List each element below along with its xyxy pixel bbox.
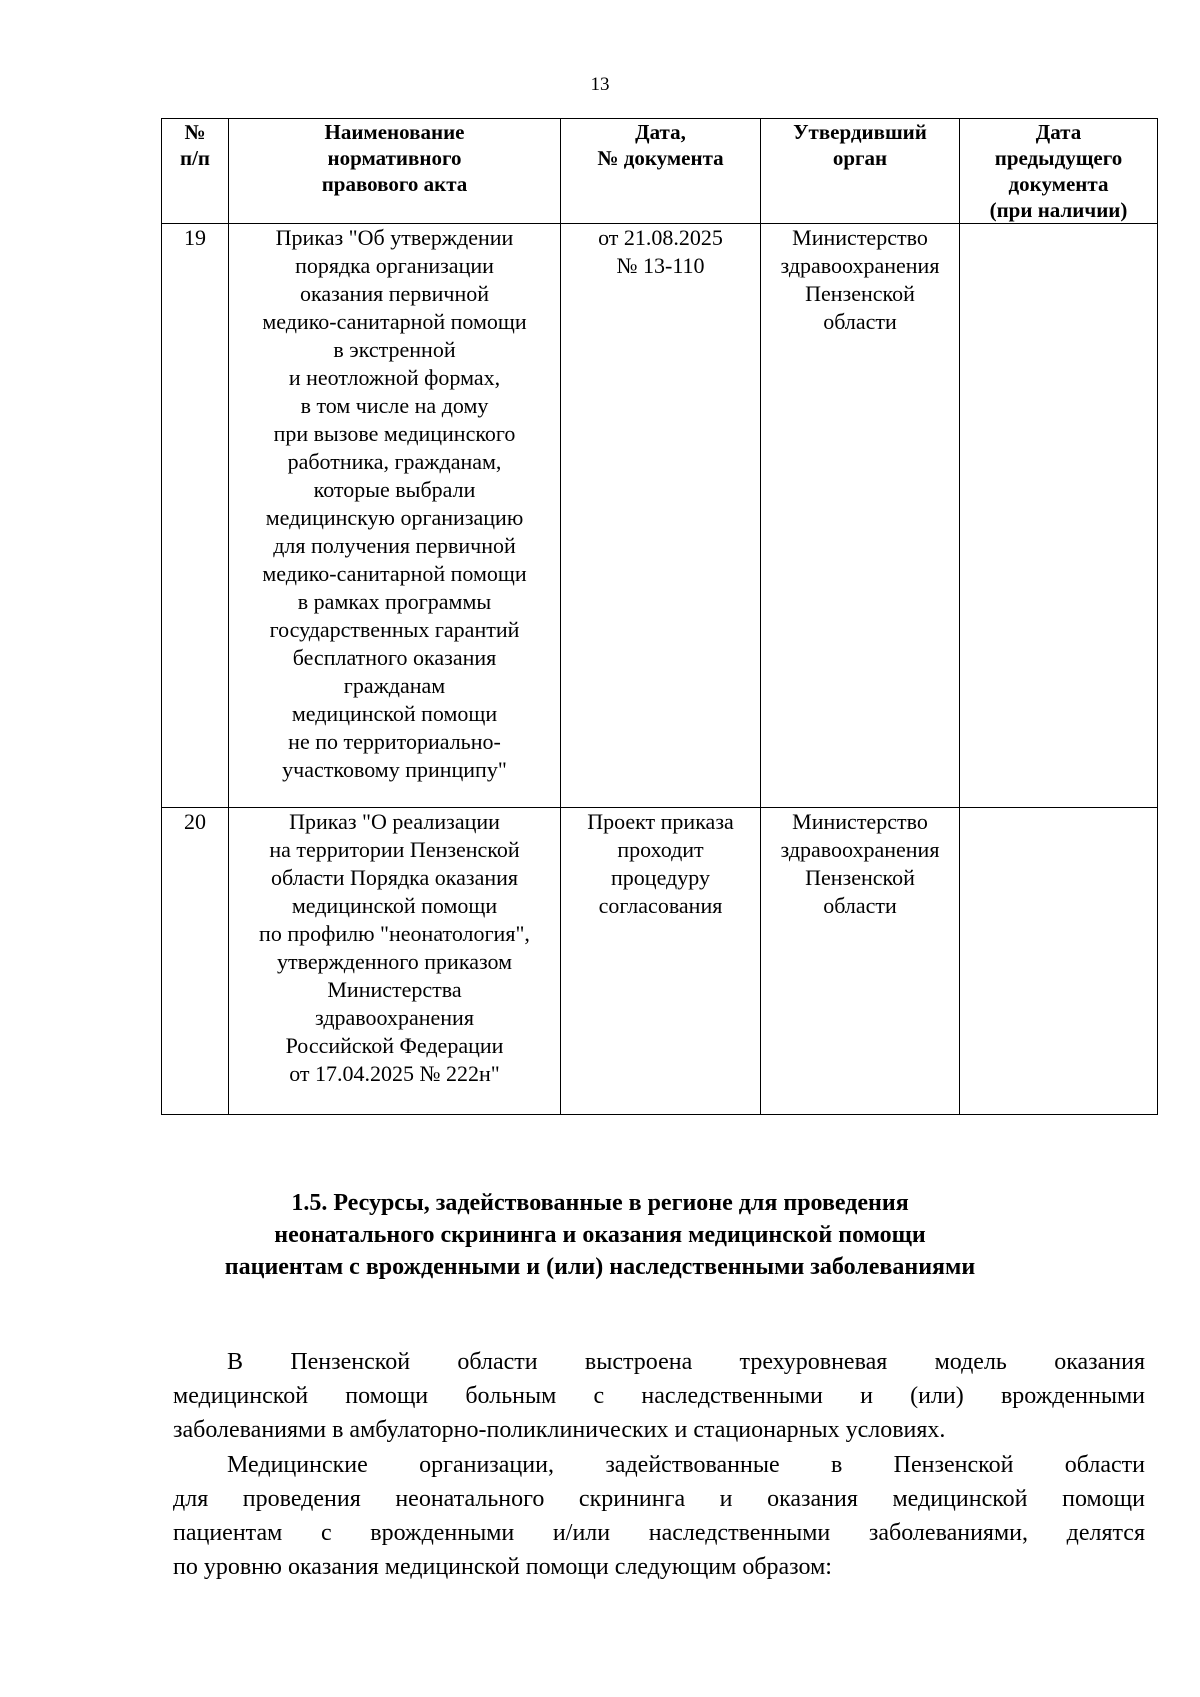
cell-line: не по территориально- xyxy=(288,729,501,754)
cell-line: № 13-110 xyxy=(616,253,705,278)
cell-line: Проект приказа xyxy=(587,809,734,834)
cell-line: проходит xyxy=(617,837,704,862)
cell-line: в том числе на дому xyxy=(300,393,489,418)
table-header-row xyxy=(162,119,1158,224)
cell-line: медицинской помощи xyxy=(291,701,498,726)
section-title-line: пациентам с врожденными и (или) наследственными заболеваниями xyxy=(224,1254,976,1280)
cell-line: здравоохранения xyxy=(780,837,940,862)
cell-line: работника, гражданам, xyxy=(287,449,502,474)
cell-line: которые выбрали xyxy=(313,477,476,502)
previous-document-date xyxy=(960,224,1158,808)
cell-line: области Порядка оказания xyxy=(270,865,519,890)
previous-document-date xyxy=(960,808,1158,1115)
cell-line: Министерство xyxy=(792,225,928,250)
paragraph-organizations xyxy=(173,1448,1145,1584)
cell-line: Российской Федерации xyxy=(285,1033,504,1058)
cell-line: медико-санитарной помощи xyxy=(262,561,527,586)
cell-line: здравоохранения xyxy=(315,1005,474,1030)
cell-line: от 21.08.2025 xyxy=(598,225,723,250)
cell-line: участковому принципу" xyxy=(282,757,507,782)
cell-line: на территории Пензенской xyxy=(269,837,520,862)
approving-body xyxy=(761,224,960,808)
cell-line: Дата, xyxy=(635,120,686,144)
header-act-name xyxy=(229,119,561,224)
header-number xyxy=(162,119,229,224)
paragraph-line: для проведения неонатального скрининга и оказания медицинской помощи xyxy=(173,1486,1145,1512)
table-row xyxy=(162,224,1158,808)
paragraph-line: по уровню оказания медицинской помощи следующим образом: xyxy=(173,1554,832,1580)
cell-line: правового акта xyxy=(321,172,468,196)
cell-line: гражданам xyxy=(343,673,446,698)
cell-line: п/п xyxy=(179,146,211,170)
paragraph-line: В Пензенской области выстроена трехуровневая модель оказания xyxy=(227,1349,1145,1375)
section-title-line: неонатального скрининга и оказания медицинской помощи xyxy=(274,1222,926,1248)
act-date-number xyxy=(561,808,761,1115)
paragraph-line: заболеваниями в амбулаторно-поликлинических и стационарных условиях. xyxy=(173,1417,946,1443)
cell-line: медико-санитарной помощи xyxy=(262,309,527,334)
cell-line: Министерство xyxy=(792,809,928,834)
cell-line: оказания первичной xyxy=(299,281,490,306)
table-row xyxy=(162,808,1158,1115)
cell-line: при вызове медицинского xyxy=(273,421,516,446)
cell-line: утвержденного приказом xyxy=(276,949,513,974)
cell-line: области xyxy=(823,309,897,334)
act-name xyxy=(229,224,561,808)
cell-line: согласования xyxy=(598,893,723,918)
cell-line: медицинской помощи xyxy=(291,893,498,918)
cell-line: № xyxy=(184,120,206,144)
row-number: 19 xyxy=(162,224,229,808)
cell-line: Дата xyxy=(1035,120,1082,144)
cell-line: области xyxy=(823,893,897,918)
cell-line: в рамках программы xyxy=(297,589,492,614)
cell-line: № документа xyxy=(597,146,724,170)
header-approving-body xyxy=(761,119,960,224)
section-title xyxy=(0,1187,1200,1283)
cell-line: государственных гарантий xyxy=(269,617,520,642)
normative-acts-table xyxy=(161,118,1158,1115)
cell-line: медицинскую организацию xyxy=(265,505,524,530)
cell-line: предыдущего xyxy=(994,146,1123,170)
act-date-number xyxy=(561,224,761,808)
cell-line: и неотложной формах, xyxy=(288,365,501,390)
cell-line: документа xyxy=(1008,172,1109,196)
section-title-line: 1.5. Ресурсы, задействованные в регионе для проведения xyxy=(291,1190,909,1216)
page-number: 13 xyxy=(590,74,610,95)
cell-line: процедуру xyxy=(611,865,710,890)
cell-line: Приказ "О реализации xyxy=(289,809,500,834)
paragraph-line: медицинской помощи больным с наследственными и (или) врожденными xyxy=(173,1383,1145,1409)
cell-line: (при наличии) xyxy=(989,198,1128,222)
cell-line: бесплатного оказания xyxy=(292,645,497,670)
paragraph-line: пациентам с врожденными и/или наследственными заболеваниями, делятся xyxy=(173,1520,1145,1546)
header-previous-document-date xyxy=(960,119,1158,224)
cell-line: Пензенской xyxy=(805,865,915,890)
cell-line: в экстренной xyxy=(333,337,456,362)
row-number: 20 xyxy=(162,808,229,1115)
cell-line: Пензенской xyxy=(805,281,915,306)
cell-line: порядка организации xyxy=(295,253,494,278)
approving-body xyxy=(761,808,960,1115)
cell-line: Приказ "Об утверждении xyxy=(275,225,514,250)
cell-line: Утвердивший xyxy=(793,120,927,144)
cell-line: нормативного xyxy=(327,146,462,170)
cell-line: по профилю "неонатология", xyxy=(259,921,530,946)
cell-line: Наименование xyxy=(324,120,465,144)
paragraph-line: Медицинские организации, задействованные в Пензенской области xyxy=(227,1452,1145,1478)
cell-line: Министерства xyxy=(327,977,462,1002)
cell-line: для получения первичной xyxy=(273,533,516,558)
cell-line: от 17.04.2025 № 222н" xyxy=(289,1061,500,1086)
act-name xyxy=(229,808,561,1115)
paragraph-model-description xyxy=(173,1345,1145,1447)
cell-line: здравоохранения xyxy=(780,253,940,278)
header-date-number xyxy=(561,119,761,224)
cell-line: орган xyxy=(832,146,888,170)
